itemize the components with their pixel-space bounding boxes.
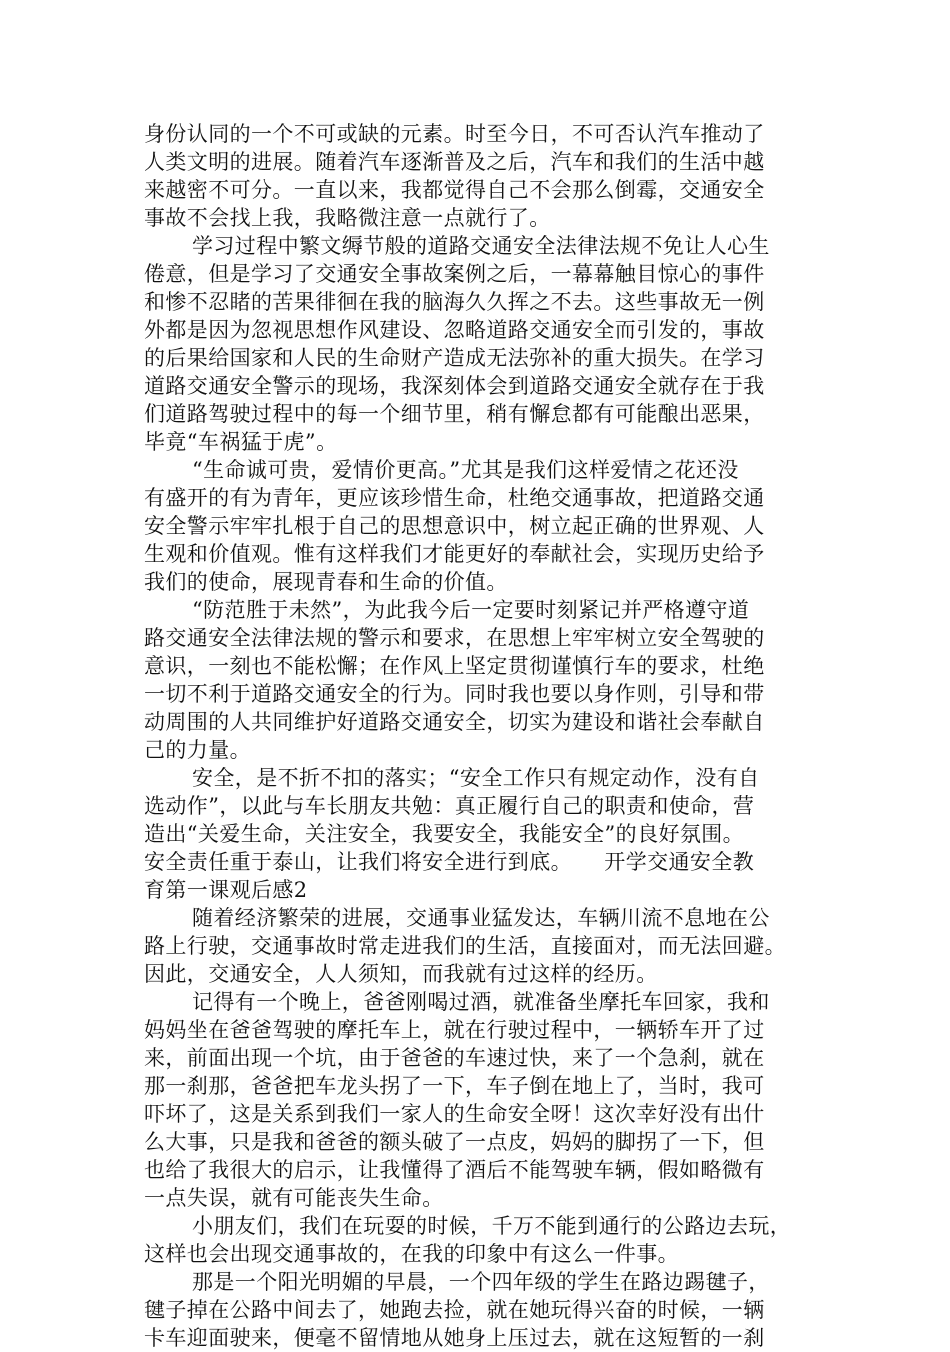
text-line: 那是一个阳光明媚的早晨，一个四年级的学生在路边踢毽子， — [192, 1270, 770, 1294]
text-line: 来越密不可分。一直以来，我都觉得自己不会那么倒霉，交通安全 — [144, 178, 765, 202]
text-line: 生观和价值观。惟有这样我们才能更好的奉献社会，实现历史给予 — [144, 542, 765, 566]
text-line: 那一刹那，爸爸把车龙头拐了一下，车子倒在地上了，当时，我可 — [144, 1074, 765, 1098]
text-line: 己的力量。 — [144, 738, 251, 762]
document-body — [144, 120, 816, 1352]
text-line: “防范胜于未然”，为此我今后一定要时刻紧记并严格遵守道 — [192, 598, 750, 622]
text-line: 这样也会出现交通事故的，在我的印象中有这么一件事。 — [144, 1242, 679, 1266]
text-line: 随着经济繁荣的进展，交通事业猛发达，车辆川流不息地在公 — [192, 906, 770, 930]
text-line: 小朋友们，我们在玩耍的时候，千万不能到通行的公路边去玩， — [192, 1214, 792, 1238]
text-line: 的后果给国家和人民的生命财产造成无法弥补的重大损失。在学习 — [144, 346, 765, 370]
text-line: 安全警示牢牢扎根于自己的思想意识中，树立起正确的世界观、人 — [144, 514, 765, 538]
text-line: 我们的使命，展现青春和生命的价值。 — [144, 570, 508, 594]
text-line: 学习过程中繁文缛节般的道路交通安全法律法规不免让人心生 — [192, 234, 770, 258]
text-line: 倦意，但是学习了交通安全事故案例之后，一幕幕触目惊心的事件 — [144, 262, 765, 286]
text-line: 路交通安全法律法规的警示和要求，在思想上牢牢树立安全驾驶的 — [144, 626, 765, 650]
text-line: 卡车迎面驶来，便毫不留情地从她身上压过去，就在这短暂的一刹 — [144, 1326, 765, 1350]
text-line: 选动作”，以此与车长朋友共勉：真正履行自己的职责和使命，营 — [144, 794, 755, 818]
text-line: 毕竟“车祸猛于虎”。 — [144, 430, 338, 454]
text-line: 造出“关爱生命，关注安全，我要安全，我能安全”的良好氛围。 — [144, 822, 745, 846]
text-line: 吓坏了，这是关系到我们一家人的生命安全呀！这次幸好没有出什 — [144, 1102, 765, 1126]
text-line: 们道路驾驶过程中的每一个细节里，稍有懈怠都有可能酿出恶果， — [144, 402, 765, 426]
text-line: “生命诚可贵，爱情价更高。”尤其是我们这样爱情之花还没 — [192, 458, 739, 482]
text-line: 么大事，只是我和爸爸的额头破了一点皮，妈妈的脚拐了一下，但 — [144, 1130, 765, 1154]
text-line: 妈妈坐在爸爸驾驶的摩托车上，就在行驶过程中，一辆轿车开了过 — [144, 1018, 765, 1042]
text-line: 安全责任重于泰山，让我们将安全进行到底。 开学交通安全教 — [144, 850, 755, 874]
text-line: 一切不利于道路交通安全的行为。同时我也要以身作则，引导和带 — [144, 682, 765, 706]
text-line: 身份认同的一个不可或缺的元素。时至今日，不可否认汽车推动了 — [144, 122, 765, 146]
text-line: 记得有一个晚上，爸爸刚喝过酒，就准备坐摩托车回家，我和 — [192, 990, 770, 1014]
text-line: 毽子掉在公路中间去了，她跑去捡，就在她玩得兴奋的时候，一辆 — [144, 1298, 765, 1322]
text-line: 来，前面出现一个坑，由于爸爸的车速过快，来了一个急刹，就在 — [144, 1046, 765, 1070]
text-line: 因此，交通安全，人人须知，而我就有过这样的经历。 — [144, 962, 658, 986]
text-line: 外都是因为忽视思想作风建设、忽略道路交通安全而引发的，事故 — [144, 318, 765, 342]
text-line: 有盛开的有为青年，更应该珍惜生命，杜绝交通事故，把道路交通 — [144, 486, 765, 510]
text-line: 一点失误，就有可能丧失生命。 — [144, 1186, 444, 1210]
text-line: 意识，一刻也不能松懈；在作风上坚定贯彻谨慎行车的要求，杜绝 — [144, 654, 765, 678]
text-line: 也给了我很大的启示，让我懂得了酒后不能驾驶车辆，假如略微有 — [144, 1158, 765, 1182]
text-line: 事故不会找上我，我略微注意一点就行了。 — [144, 206, 551, 230]
text-line: 人类文明的进展。随着汽车逐渐普及之后，汽车和我们的生活中越 — [144, 150, 765, 174]
text-line: 安全，是不折不扣的落实；“安全工作只有规定动作，没有自 — [192, 766, 760, 790]
text-line: 育第一课观后感2 — [144, 878, 308, 902]
text-line: 和惨不忍睹的苦果徘徊在我的脑海久久挥之不去。这些事故无一例 — [144, 290, 765, 314]
text-line: 道路交通安全警示的现场，我深刻体会到道路交通安全就存在于我 — [144, 374, 765, 398]
text-line: 路上行驶，交通事故时常走进我们的生活，直接面对，而无法回避。 — [144, 934, 786, 958]
text-line: 动周围的人共同维护好道路交通安全，切实为建设和谐社会奉献自 — [144, 710, 765, 734]
